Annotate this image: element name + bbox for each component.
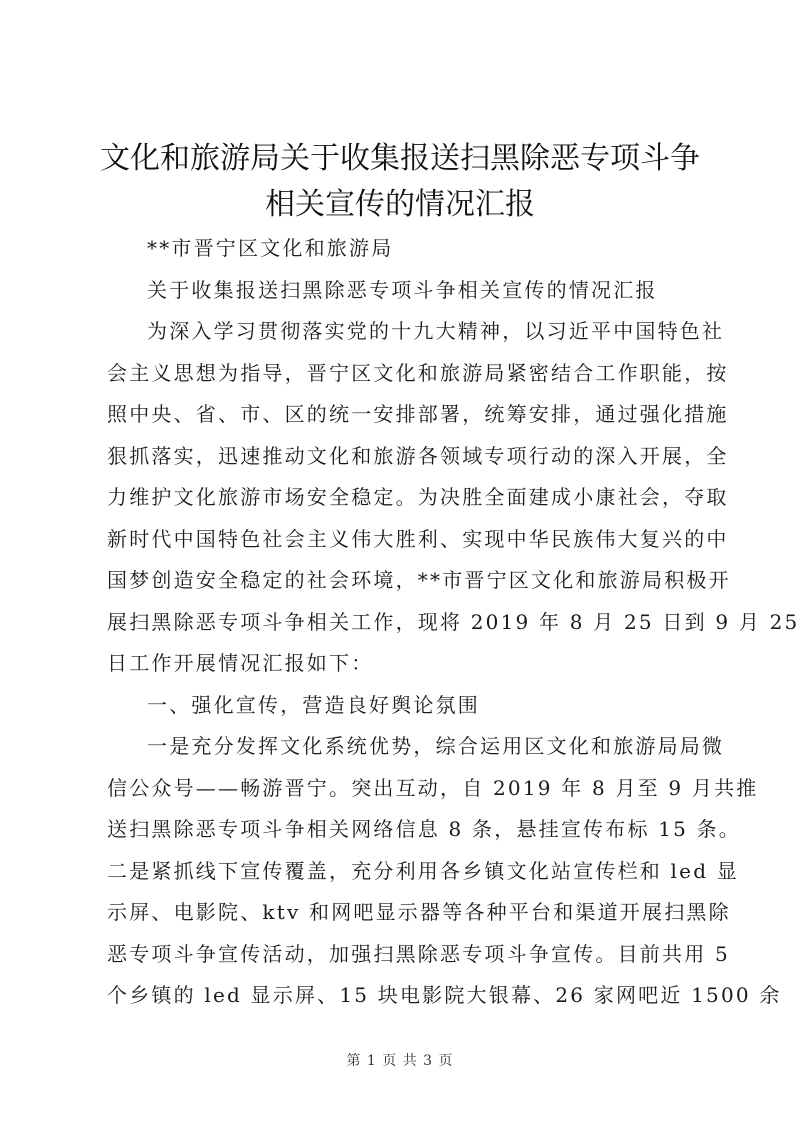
paragraph-line: 个乡镇的 led 显示屏、15 块电影院大银幕、26 家网吧近 1500 余 <box>107 983 782 1007</box>
paragraph-line: 送扫黑除恶专项斗争相关网络信息 8 条，悬挂宣传布标 15 条。 <box>107 817 742 841</box>
paragraph-line: 照中央、省、市、区的统一安排部署，统筹安排，通过强化措施 <box>107 402 729 426</box>
paragraph-line: 展扫黑除恶专项斗争相关工作，现将 2019 年 8 月 25 日到 9 月 25 <box>107 609 800 634</box>
paragraph-line: 示屏、电影院、ktv 和网吧显示器等各种平台和渠道开展扫黑除 <box>107 900 731 924</box>
paragraph-1 <box>107 311 800 685</box>
paragraph-line: 为深入学习贯彻落实党的十九大精神，以习近平中国特色社 <box>147 319 725 343</box>
paragraph-line: 力维护文化旅游市场安全稳定。为决胜全面建成小康社会，夺取 <box>107 485 729 509</box>
paragraph-line: 国梦创造安全稳定的社会环境，**市晋宁区文化和旅游局积极开 <box>107 568 731 592</box>
paragraph-line: 会主义思想为指导，晋宁区文化和旅游局紧密结合工作职能，按 <box>107 360 729 385</box>
paragraph-line: 日工作开展情况汇报如下： <box>107 651 374 675</box>
subtitle-line: 关于收集报送扫黑除恶专项斗争相关宣传的情况汇报 <box>147 277 658 302</box>
paragraph-line: 新时代中国特色社会主义伟大胜利、实现中华民族伟大复兴的中 <box>107 526 729 551</box>
section-heading-1: 一、强化宣传，营造良好舆论氛围 <box>147 692 480 717</box>
document-title <box>80 136 720 228</box>
paragraph-line: 信公众号——畅游晋宁。突出互动，自 2019 年 8 月至 9 月共推 <box>107 775 759 800</box>
paragraph-2 <box>107 726 782 1017</box>
document-body <box>107 228 800 1017</box>
sender-line: **市晋宁区文化和旅游局 <box>147 236 394 260</box>
paragraph-line: 恶专项斗争宣传活动，加强扫黑除恶专项斗争宣传。目前共用 5 <box>107 941 730 966</box>
title-line-2: 相关宣传的情况汇报 <box>265 187 535 222</box>
paragraph-line: 一是充分发挥文化系统优势，综合运用区文化和旅游局局微 <box>147 734 725 758</box>
paragraph-line: 二是紧抓线下宣传覆盖，充分利用各乡镇文化站宣传栏和 led 显 <box>107 858 739 883</box>
title-line-1: 文化和旅游局关于收集报送扫黑除恶专项斗争 <box>100 141 700 176</box>
page-indicator: 第 1 页 共 3 页 <box>346 1053 454 1069</box>
paragraph-line: 狠抓落实，迅速推动文化和旅游各领域专项行动的深入开展，全 <box>107 443 729 468</box>
